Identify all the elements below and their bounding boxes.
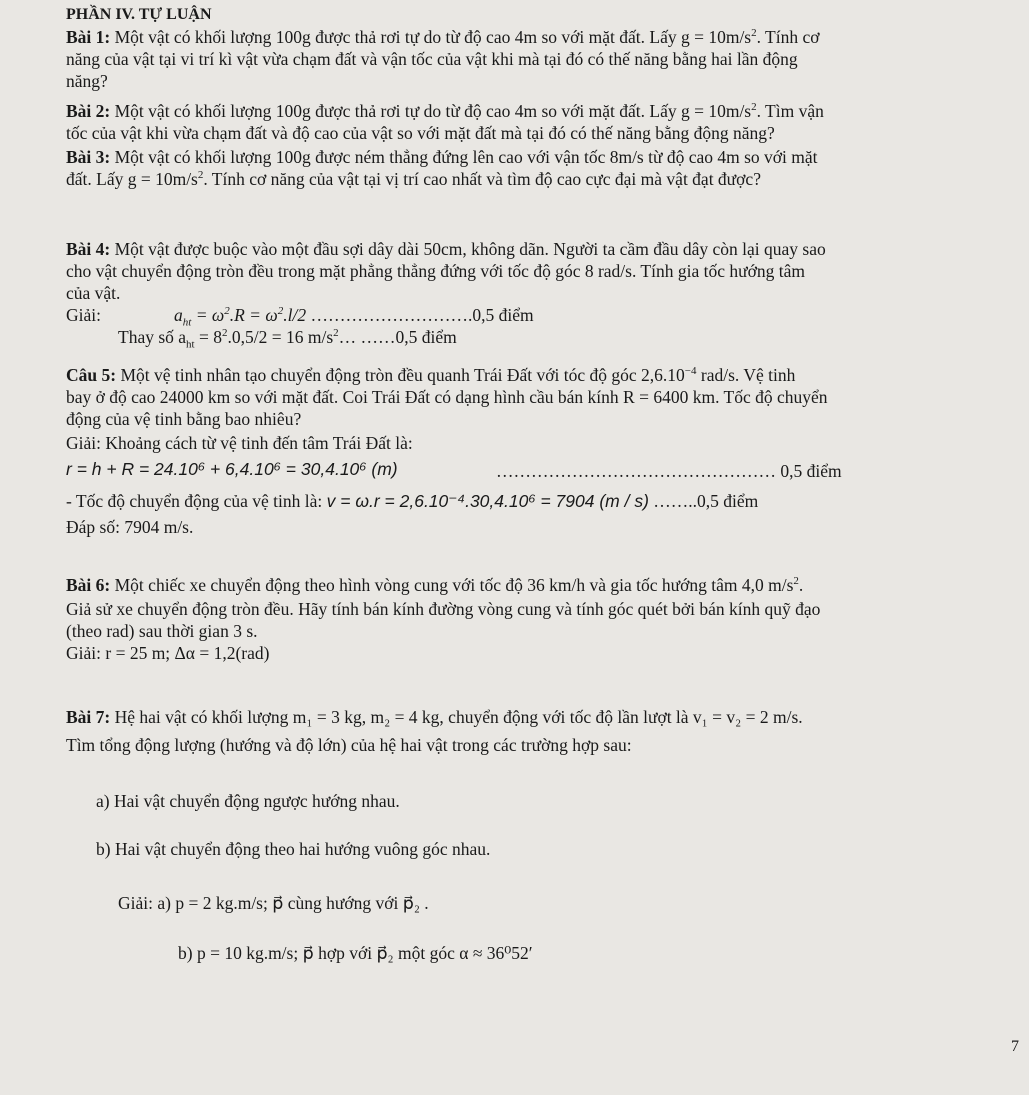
bai7-line2: Tìm tổng động lượng (hướng và độ lớn) của hệ hai vật trong các trường hợp sau: [66,735,632,755]
cau5-answer: Đáp số: 7904 m/s. [66,517,194,537]
cau5-line3: động của vệ tinh bằng bao nhiêu? [66,409,302,429]
bai7-part-b: b) Hai vật chuyển động theo hai hướng vuông góc nhau. [96,839,491,859]
bai1-line2: năng của vật tại vi trí kì vật vừa chạm đất và vận tốc của vật khi mà tại đó có thế năng bằng hai lần động [66,49,798,69]
bai6-solution: Giải: r = 25 m; Δα = 1,2(rad) [66,643,270,663]
bai4-line1: Bài 4: Một vật được buộc vào một đầu sợi dây dài 50cm, không dãn. Người ta cầm đầu dây còn lại quay sao [66,239,826,259]
bai4-line2: cho vật chuyển động tròn đều trong mặt phẳng thẳng đứng với tốc độ góc 8 rad/s. Tính gia tốc hướng tâm [66,261,805,281]
bai6-line1: Bài 6: Một chiếc xe chuyển động theo hình vòng cung với tốc độ 36 km/h và gia tốc hướng tâm 4,0 $m/s^2$. [66,575,804,595]
bai4-solution-step2: Thay số $a_{ht} = 8^2.0,5/2 = 16$ $m/s^2\dots$ ……0,5 điểm [118,327,457,351]
cau5-speed-line: - Tốc độ chuyển động của vệ tinh là: v = ω.r = 2,6.10⁻⁴.30,4.10⁶ = 7904 (m / s) ……..0,5 điểm [66,491,759,511]
section-header: PHẦN IV. TỰ LUẬN [66,6,212,23]
bai4-line3: của vật. [66,283,121,303]
cau5-line2: bay ở độ cao 24000 km so với mặt đất. Coi Trái Đất có dạng hình cầu bán kính R = 6400 km. Tốc độ chuyển [66,387,828,407]
bai7-solution-a: Giải: a) p = 2 kg.m/s; p⃗ cùng hướng với p⃗₂ . [118,893,429,913]
bai1-line3: năng? [66,71,108,91]
bai2-line2: tốc của vật khi vừa chạm đất và độ cao của vật so với mặt đất mà tại đó có thế năng bằng động năng? [66,123,775,143]
bai7-part-a: a) Hai vật chuyển động ngược hướng nhau. [96,791,400,811]
page-number: 7 [1011,1038,1019,1055]
bai7-line1: Bài 7: Hệ hai vật có khối lượng m₁ = 3 kg, m₂ = 4 kg, chuyển động với tốc độ lần lượt là v₁ = v₂ = 2 m/s. [66,707,803,727]
bai4-solution-step1: $a_{ht} = \omega^2.R = \omega^2.l/2$ ……………………….0,5 điểm [174,305,534,329]
cau5-distance-formula: r = h + R = 24.10⁶ + 6,4.10⁶ = 30,4.10⁶ (m) [66,459,398,479]
bai6-line3: (theo rad) sau thời gian 3 s. [66,621,258,641]
bai7-solution-b: b) p = 10 kg.m/s; p⃗ hợp với p⃗₂ một góc α ≈ 36⁰52′ [178,943,533,963]
cau5-line1: Câu 5: Một vệ tinh nhân tạo chuyển động tròn đều quanh Trái Đất với tóc độ góc $2,6.10^{-4}$ rad/s. Vệ tinh [66,365,796,385]
bai3-line1: Bài 3: Một vật có khối lượng 100g được ném thẳng đứng lên cao với vận tốc 8m/s từ độ cao 4m so với mặt [66,147,818,167]
cau5-score-1: ………………………………………… 0,5 điểm [496,461,842,481]
cau5-giai-line: Giải: Khoảng cách từ vệ tinh đến tâm Trái Đất là: [66,433,413,453]
bai6-line2: Giả sử xe chuyển động tròn đều. Hãy tính bán kính đường vòng cung và tính góc quét bởi bán kính quỹ đạo [66,599,821,619]
bai4-giai-label: Giải: [66,305,101,325]
bai1-line1: Bài 1: Một vật có khối lượng 100g được thả rơi tự do từ độ cao 4m so với mặt đất. Lấy $g = 10m/s^2$. Tính cơ [66,27,820,47]
bai2-line1: Bài 2: Một vật có khối lượng 100g được thả rơi tự do từ độ cao 4m so với mặt đất. Lấy $g = 10m/s^2$. Tìm vận [66,101,824,121]
bai3-line2: đất. Lấy $g = 10m/s^2$. Tính cơ năng của vật tại vị trí cao nhất và tìm độ cao cực đại mà vật đạt được? [66,169,761,189]
